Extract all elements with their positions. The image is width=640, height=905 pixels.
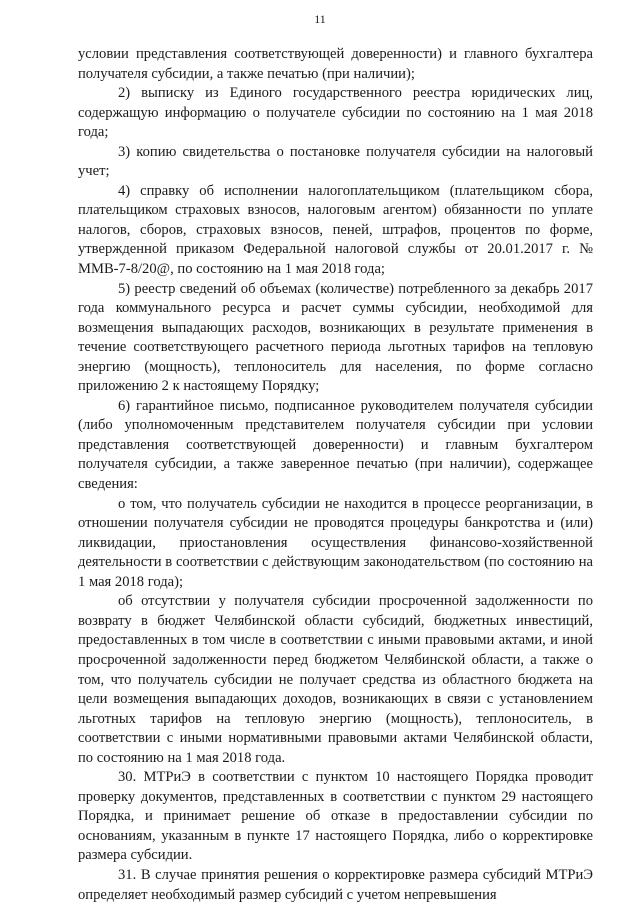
paragraph-continuation: условии представления соответствующей доверенности) и главного бухгалтера получателя субсидии, а также печатью (при наличии); bbox=[78, 46, 593, 82]
paragraph-item-6: 6) гарантийное письмо, подписанное руководителем получателя субсидии (либо уполномоченным представителем получателя субсидии при условии представления соответствующей доверенности) и главным бухгалтером получателя субсидии, а также заверенное печатью (при наличии), содержащее сведения: bbox=[78, 397, 593, 493]
paragraph-reorganization: о том, что получатель субсидии не находится в процессе реорганизации, в отношении получателя субсидии не проводятся процедуры банкротства и (или) ликвидации, приостановления осуществления финансово-хозяйственной деятельности в соответствии с действующим законодательством (по состоянию на 1 мая 2018 года); bbox=[78, 495, 593, 590]
paragraph-section-31: 31. В случае принятия решения о корректировке размера субсидий МТРиЭ определяет необходимый размер субсидий с учетом непревышения bbox=[78, 866, 593, 903]
paragraph-item-2: 2) выписку из Единого государственного реестра юридических лиц, содержащую информацию о получателе субсидии по состоянию на 1 мая 2018 года; bbox=[78, 85, 593, 141]
paragraph-debt: об отсутствии у получателя субсидии просроченной задолженности по возврату в бюджет Челябинской области субсидий, бюджетных инвестиций, предоставленных в том числе в соответствии с иными правовыми актами, и иной просроченной задолженности перед бюджетом Челябинской области, а также о том, что получатель субсидии не получает средства из областного бюджета на цели возмещения выпадающих доходов, возникающих в связи с установлением льготных тарифов на тепловую энергию (мощность), теплоноситель, в соответствии с иными нормативными правовыми актами Челябинской области, по состоянию на 1 мая 2018 года. bbox=[78, 593, 593, 766]
page-number: 11 bbox=[314, 12, 326, 26]
paragraph-item-4: 4) справку об исполнении налогоплательщиком (плательщиком сбора, плательщиком страховых взносов, налоговым агентом) обязанности по уплате налогов, сборов, страховых взносов, пеней, штрафов, процентов по форме, утвержденной приказом Федеральной налоговой службы от 20.01.2017 г. № ММВ-7-8/20@, по состоянию на 1 мая 2018 года; bbox=[78, 182, 593, 278]
paragraph-section-30: 30. МТРиЭ в соответствии с пунктом 10 настоящего Порядка проводит проверку документов, представленных в соответствии с пунктом 29 настоящего Порядка, и принимает решение об отказе в предоставлении субсидии по основаниям, указанным в пункте 17 настоящего Порядка, либо о корректировке размера субсидии. bbox=[78, 769, 593, 864]
paragraph-item-5: 5) реестр сведений об объемах (количестве) потребленного за декабрь 2017 года коммунального ресурса и расчет суммы субсидии, необходимой для возмещения выпадающих расходов, возникающих в результате применения в течение соответствующего расчетного периода льготных тарифов на тепловую энергию (мощность), теплоноситель для населения, по форме согласно приложению 2 к настоящему Порядку; bbox=[78, 280, 593, 395]
paragraph-item-3: 3) копию свидетельства о постановке получателя субсидии на налоговый учет; bbox=[78, 143, 593, 180]
document-body bbox=[78, 45, 593, 905]
